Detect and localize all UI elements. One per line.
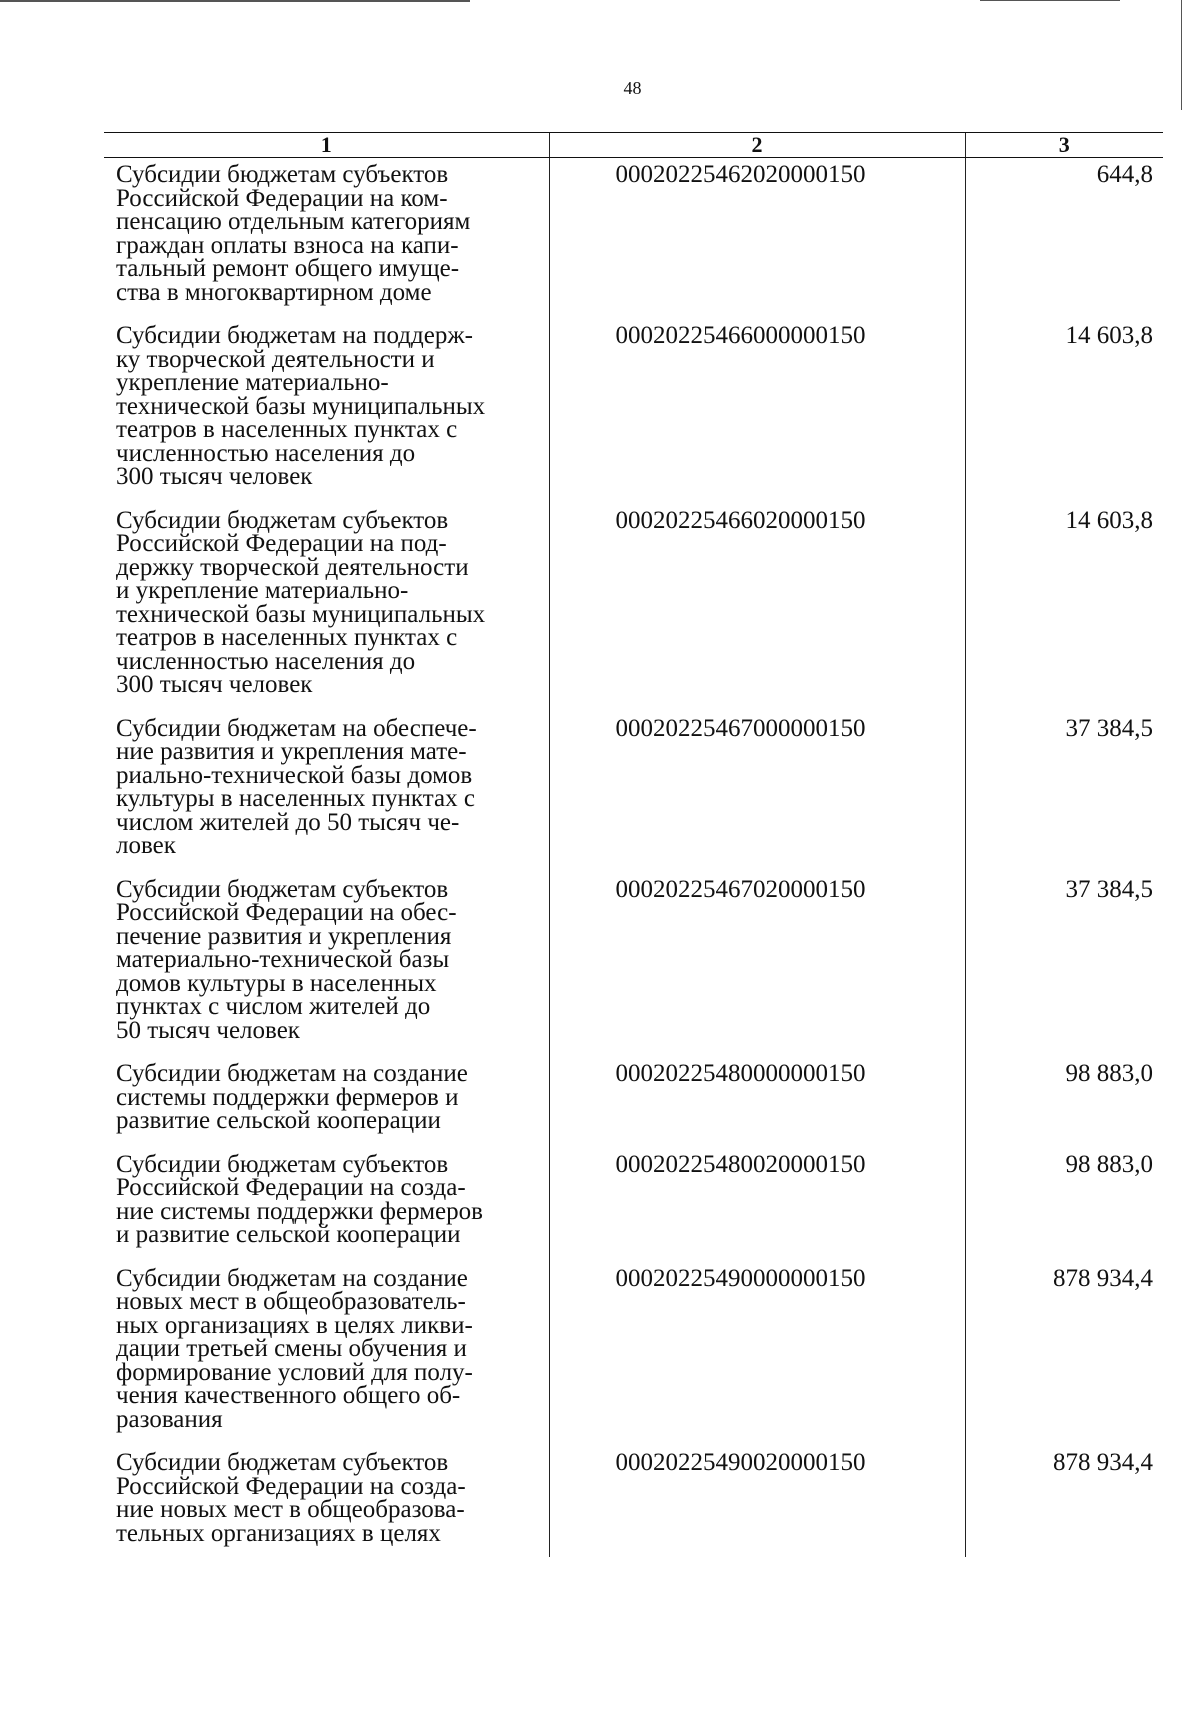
description-line: укрепление материально- xyxy=(116,369,389,396)
table-row xyxy=(104,324,1163,509)
description-line: тальный ремонт общего имуще- xyxy=(116,255,460,282)
description-line: тельных организациях в целях xyxy=(116,1519,441,1547)
description-line: ку творческой деятельности и xyxy=(116,345,435,373)
amount-value: 14 603,8 xyxy=(965,324,1163,509)
description-line: Российской Федерации на созда- xyxy=(116,1174,466,1201)
budget-code: 00020225467020000150 xyxy=(549,878,965,1063)
scan-top-edge-right xyxy=(980,0,1120,1)
description-line: и укрепление материально- xyxy=(116,577,409,604)
row-description xyxy=(104,158,549,325)
amount-value: 878 934,4 xyxy=(965,1451,1163,1557)
description-line: ние системы поддержки фермеров xyxy=(116,1197,483,1225)
description-line: Субсидии бюджетам на поддерж- xyxy=(116,322,473,349)
description-line: Субсидии бюджетам на создание xyxy=(116,1060,468,1087)
description-line: Субсидии бюджетам субъектов xyxy=(116,1150,449,1178)
budget-code: 00020225480020000150 xyxy=(549,1153,965,1267)
amount-value: 37 384,5 xyxy=(965,878,1163,1063)
description-line: держку творческой деятельности xyxy=(116,553,469,581)
description-line: системы поддержки фермеров и xyxy=(116,1083,459,1111)
description-line: чения качественного общего об- xyxy=(116,1382,461,1409)
description-line: Субсидии бюджетам субъектов xyxy=(116,1449,449,1476)
row-description xyxy=(104,1150,549,1267)
description-line: численностью населения до xyxy=(116,439,416,467)
description-line: Субсидии бюджетам субъектов xyxy=(116,506,449,534)
description-line: риально-технической базы домов xyxy=(116,761,473,789)
table-row xyxy=(104,1153,1163,1267)
budget-code: 00020225490020000150 xyxy=(549,1451,965,1557)
description-line: пунктах с числом жителей до xyxy=(116,993,431,1020)
amount-value: 37 384,5 xyxy=(965,717,1163,878)
table-body xyxy=(104,158,1163,1558)
description-line: Субсидии бюджетам на создание xyxy=(116,1264,468,1292)
scan-top-edge xyxy=(0,0,470,2)
table-row xyxy=(104,878,1163,1063)
table-row xyxy=(104,509,1163,717)
budget-table xyxy=(104,132,1163,1557)
table-row xyxy=(104,717,1163,878)
description-line: печение развития и укрепления xyxy=(116,922,452,950)
description-line: Российской Федерации на созда- xyxy=(116,1472,466,1500)
budget-code: 00020225467000000150 xyxy=(549,717,965,878)
table-header-row xyxy=(104,133,1163,158)
amount-value: 644,8 xyxy=(965,158,1163,325)
description-line: Субсидии бюджетам субъектов xyxy=(116,161,449,188)
description-line: численностью населения до xyxy=(116,647,416,675)
row-description xyxy=(104,1264,549,1452)
description-line: Российской Федерации на обес- xyxy=(116,899,457,926)
budget-code: 00020225480000000150 xyxy=(549,1062,965,1153)
table-row xyxy=(104,1451,1163,1557)
row-description xyxy=(104,506,549,717)
row-description xyxy=(104,714,549,878)
description-line: ства в многоквартирном доме xyxy=(116,278,432,306)
amount-value: 98 883,0 xyxy=(965,1153,1163,1267)
description-line: Российской Федерации на под- xyxy=(116,530,447,557)
description-line: Субсидии бюджетам на обеспече- xyxy=(116,714,477,742)
description-line: ние развития и укрепления мате- xyxy=(116,738,467,765)
description-line: числом жителей до 50 тысяч че- xyxy=(116,808,460,836)
description-line: Субсидии бюджетам субъектов xyxy=(116,875,449,903)
description-line: граждан оплаты взноса на капи- xyxy=(116,231,459,259)
description-line: новых мест в общеобразователь- xyxy=(116,1288,466,1315)
description-line: технической базы муниципальных xyxy=(116,600,486,628)
row-description xyxy=(104,875,549,1063)
amount-value: 878 934,4 xyxy=(965,1267,1163,1452)
amount-value: 14 603,8 xyxy=(965,509,1163,717)
row-description xyxy=(104,324,549,509)
description-line: технической базы муниципальных xyxy=(116,392,486,420)
column-header-3: 3 xyxy=(965,133,1163,158)
row-description xyxy=(104,1451,549,1557)
description-line: и развитие сельской кооперации xyxy=(116,1221,461,1248)
description-line: 300 тысяч человек xyxy=(116,671,313,698)
description-line: 50 тысяч человек xyxy=(116,1016,300,1044)
page-number: 48 xyxy=(623,78,642,98)
description-line: Российской Федерации на ком- xyxy=(116,184,448,212)
description-line: театров в населенных пунктах с xyxy=(116,624,458,651)
amount-value: 98 883,0 xyxy=(965,1062,1163,1153)
description-line: материально-технической базы xyxy=(116,946,450,973)
description-line: театров в населенных пунктах с xyxy=(116,416,458,443)
budget-code: 00020225466020000150 xyxy=(549,509,965,717)
description-line: разования xyxy=(116,1405,223,1433)
budget-code: 00020225462020000150 xyxy=(549,158,965,325)
column-header-1: 1 xyxy=(104,133,549,158)
description-line: формирование условий для полу- xyxy=(116,1358,473,1386)
budget-code: 00020225466000000150 xyxy=(549,324,965,509)
table-row xyxy=(104,158,1163,325)
description-line: ных организациях в целях ликви- xyxy=(116,1311,473,1339)
description-line: ловек xyxy=(116,832,176,859)
row-description xyxy=(104,1062,549,1153)
table-row xyxy=(104,1267,1163,1452)
description-line: пенсацию отдельным категориям xyxy=(116,208,471,235)
column-header-2: 2 xyxy=(549,133,965,158)
description-line: 300 тысяч человек xyxy=(116,463,313,490)
description-line: развитие сельской кооперации xyxy=(116,1107,441,1134)
description-line: домов культуры в населенных xyxy=(116,969,437,997)
budget-code: 00020225490000000150 xyxy=(549,1267,965,1452)
table-row xyxy=(104,1062,1163,1153)
description-line: культуры в населенных пунктах с xyxy=(116,785,475,812)
description-line: дации третьей смены обучения и xyxy=(116,1335,467,1362)
description-line: ние новых мест в общеобразова- xyxy=(116,1496,465,1523)
